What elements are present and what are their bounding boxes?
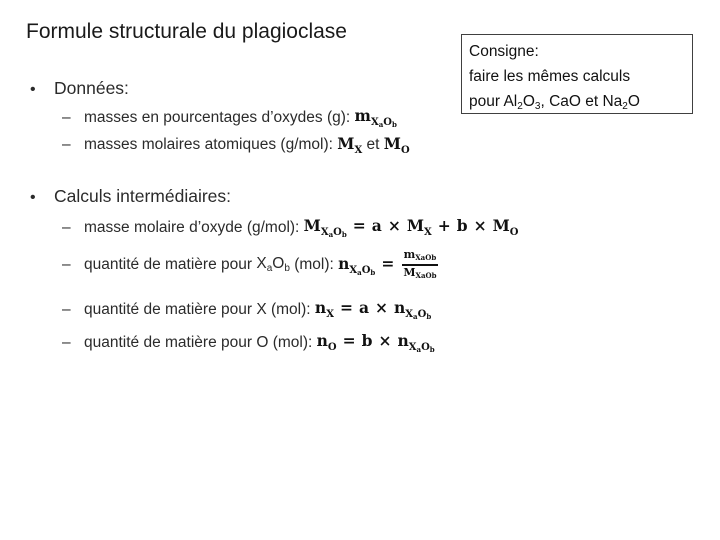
instruction-line-2: faire les mêmes calculs xyxy=(469,68,631,85)
formula-mx: $M_X$ xyxy=(337,134,363,156)
formula-oxide-molar-mass: $M_{X_aO_b} = a \times M_X + b \times M_O$ xyxy=(303,216,519,239)
formula-m-xaob: $m_{X_aO_b}$ xyxy=(354,106,397,129)
calculs-item-oxide-molar-mass: – masse molaire d’oxyde (g/mol): $M_{X_aO_b} = a \times M_X + b \times M_O$ xyxy=(62,216,519,239)
formula-oxide-moles: $n_{X_aO_b}$ = $\frac{m_{XaOb}}{M_{XaOb}}$ xyxy=(338,248,437,280)
calculs-item-oxide-moles: – quantité de matière pour $X_aO_b$ (mol): $n_{X_aO_b}$ = $\frac{m_{XaOb}}{M_{XaOb}}$ xyxy=(62,248,437,280)
calculs-item-x-moles: – quantité de matière pour X (mol): $n_X = a \times n_{X_aO_b}$ xyxy=(62,298,432,321)
donnees-item-oxide-mass: – masses en pourcentages d’oxydes (g): $m_{X_aO_b}$ xyxy=(62,106,397,129)
formula-o-moles: $n_O = b \times n_{X_aO_b}$ xyxy=(316,331,435,354)
instruction-box xyxy=(461,34,693,114)
donnees-heading: • Données: xyxy=(30,78,129,98)
instruction-line-1: Consigne: xyxy=(469,43,539,60)
slide-title: Formule structurale du plagioclase xyxy=(26,20,347,43)
calculs-heading: • Calculs intermédiaires: xyxy=(30,186,232,206)
fraction: $\frac{m_{XaOb}}{M_{XaOb}}$ xyxy=(403,248,437,280)
formula-xaob-label: $X_aO_b$ xyxy=(256,255,290,275)
formula-mo: $M_O$ xyxy=(383,134,410,156)
instruction-line-3: pour $Al_2O_3$, CaO et $Na_2O$ xyxy=(469,93,640,112)
formula-x-moles: $n_X = a \times n_{X_aO_b}$ xyxy=(314,298,432,321)
calculs-item-o-moles: – quantité de matière pour O (mol): $n_O = b \times n_{X_aO_b}$ xyxy=(62,331,435,354)
donnees-item-molar-mass: – masses molaires atomiques (g/mol): $M_X$ et $M_O$ xyxy=(62,134,410,156)
